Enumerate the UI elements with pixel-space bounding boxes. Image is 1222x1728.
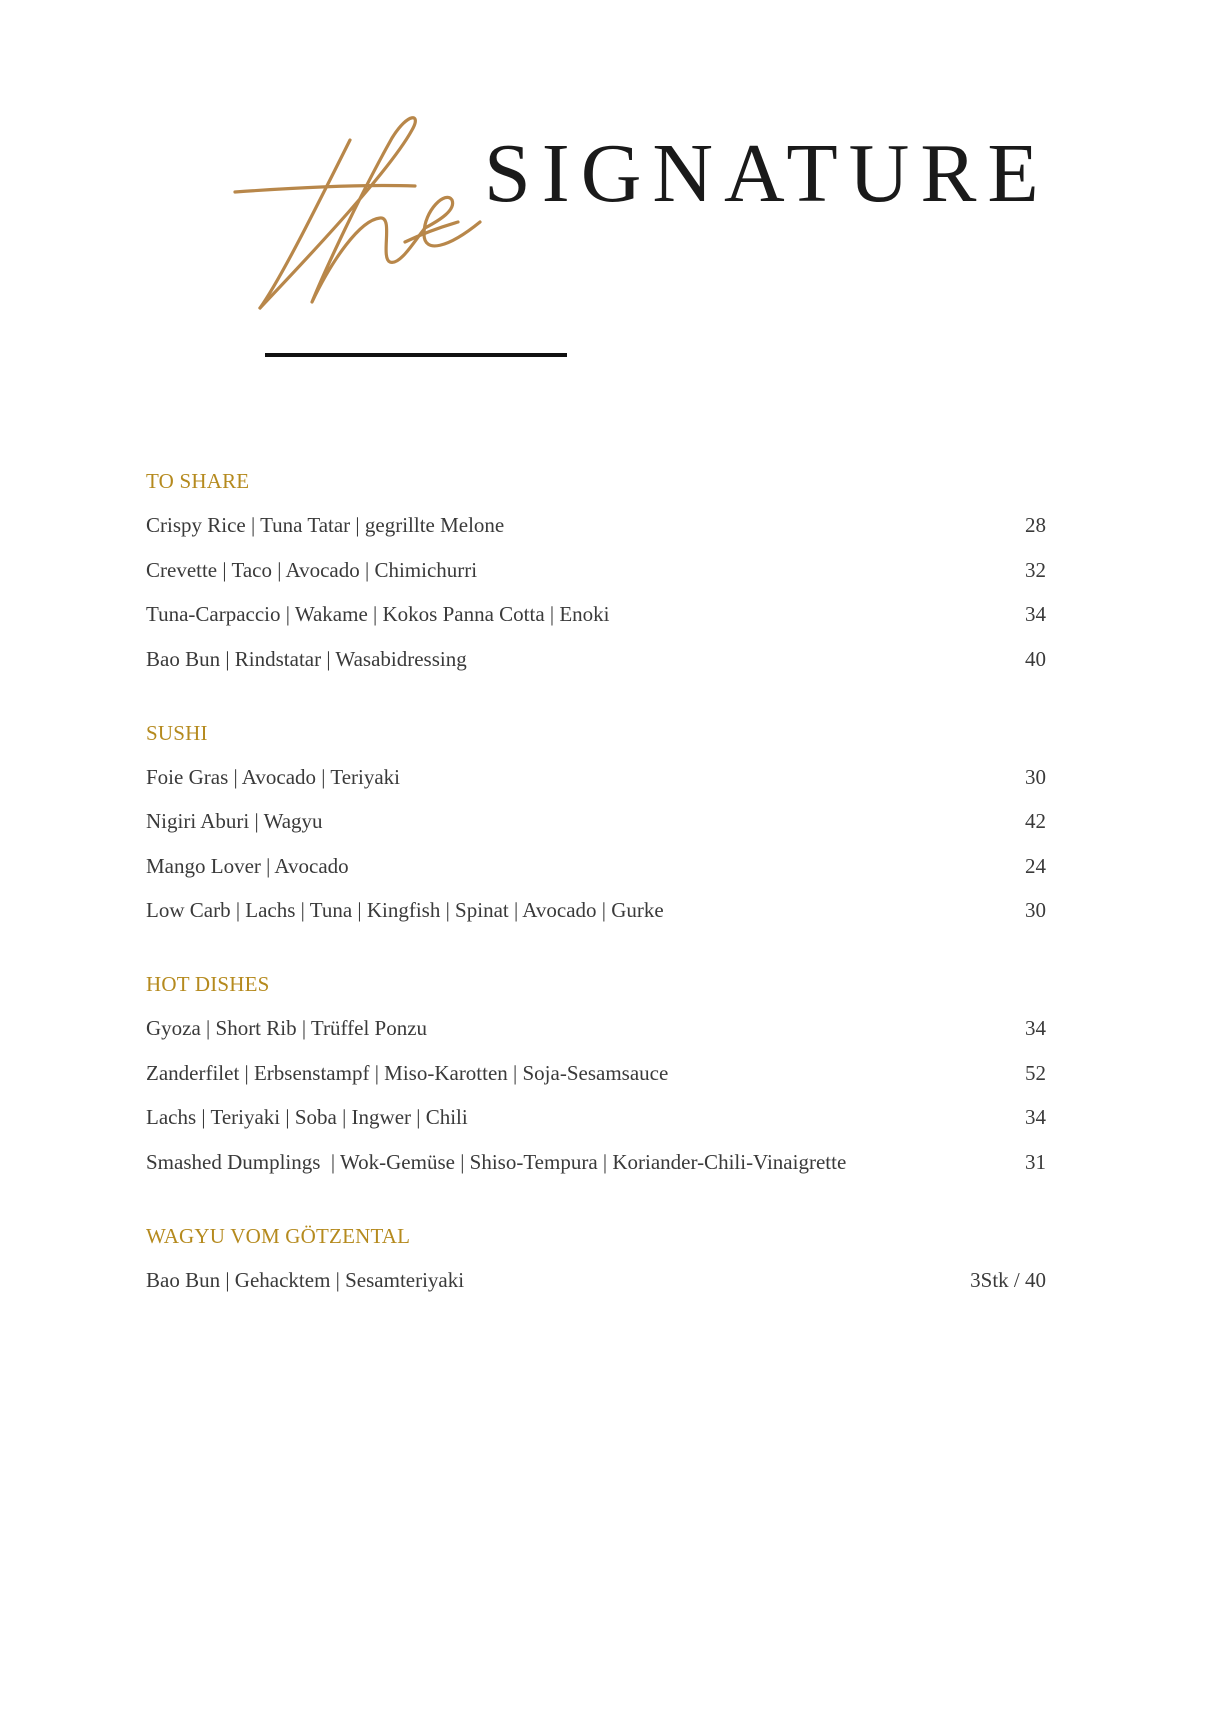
item-name: Mango Lover | Avocado [146,853,349,878]
section-title: SUSHI [146,720,208,745]
item-name: Foie Gras | Avocado | Teriyaki [146,764,401,789]
menu-item [146,644,1046,674]
item-price: 34 [1025,1016,1046,1040]
item-name: Crevette | Taco | Avocado | Chimichurri [146,557,478,582]
item-name: Gyoza | Short Rib | Trüffel Ponzu [146,1016,428,1040]
the-script-logo [220,110,510,360]
item-price: 30 [1025,764,1046,789]
menu-item [146,555,1046,585]
section-hot-dishes [146,969,1046,1177]
menu-item [146,510,1046,540]
item-price: 32 [1025,557,1046,582]
item-name: Bao Bun | Rindstatar | Wasabidressing [146,646,467,671]
menu-item [146,1102,1046,1132]
logo [220,110,1050,370]
section-to-share [146,466,1046,674]
item-price: 34 [1025,602,1046,626]
section-wagyu [146,1221,1046,1295]
item-name: Nigiri Aburi | Wagyu [146,809,323,833]
section-title: WAGYU VOM GÖTZENTAL [146,1223,411,1248]
item-price: 52 [1025,1060,1046,1085]
menu-item [146,762,1046,792]
menu-item [146,895,1046,925]
item-name: Crispy Rice | Tuna Tatar | gegrillte Melone [146,513,505,537]
menu-item [146,599,1046,629]
item-name: Tuna-Carpaccio | Wakame | Kokos Panna Cotta | Enoki [146,602,610,626]
item-name: Smashed Dumplings | Wok-Gemüse | Shiso-Tempura | Koriander-Chili-Vinaigrette [146,1149,847,1174]
menu-item [146,1058,1046,1088]
item-price: 34 [1025,1105,1046,1129]
item-price: 31 [1025,1149,1046,1174]
section-title: TO SHARE [146,469,250,493]
signature-wordmark: SIGNATURE [484,127,1050,220]
item-price: 40 [1025,646,1046,671]
section-title: HOT DISHES [146,972,270,996]
menu-item [146,1147,1046,1177]
item-name: Low Carb | Lachs | Tuna | Kingfish | Spinat | Avocado | Gurke [146,898,664,922]
item-name: Lachs | Teriyaki | Soba | Ingwer | Chili [146,1105,468,1129]
logo-underline [265,353,567,357]
item-price: 42 [1025,809,1046,833]
item-price: 30 [1025,898,1046,922]
menu-item [146,806,1046,836]
item-price: 3Stk / 40 [970,1267,1046,1292]
menu-item [146,1013,1046,1043]
item-name: Bao Bun | Gehacktem | Sesamteriyaki [146,1267,465,1292]
menu-item [146,851,1046,881]
section-sushi [146,718,1046,926]
menu [146,466,1046,1339]
item-price: 24 [1025,853,1046,878]
item-name: Zanderfilet | Erbsenstampf | Miso-Karotten | Soja-Sesamsauce [146,1060,669,1085]
item-price: 28 [1025,513,1046,537]
menu-item [146,1265,1046,1295]
